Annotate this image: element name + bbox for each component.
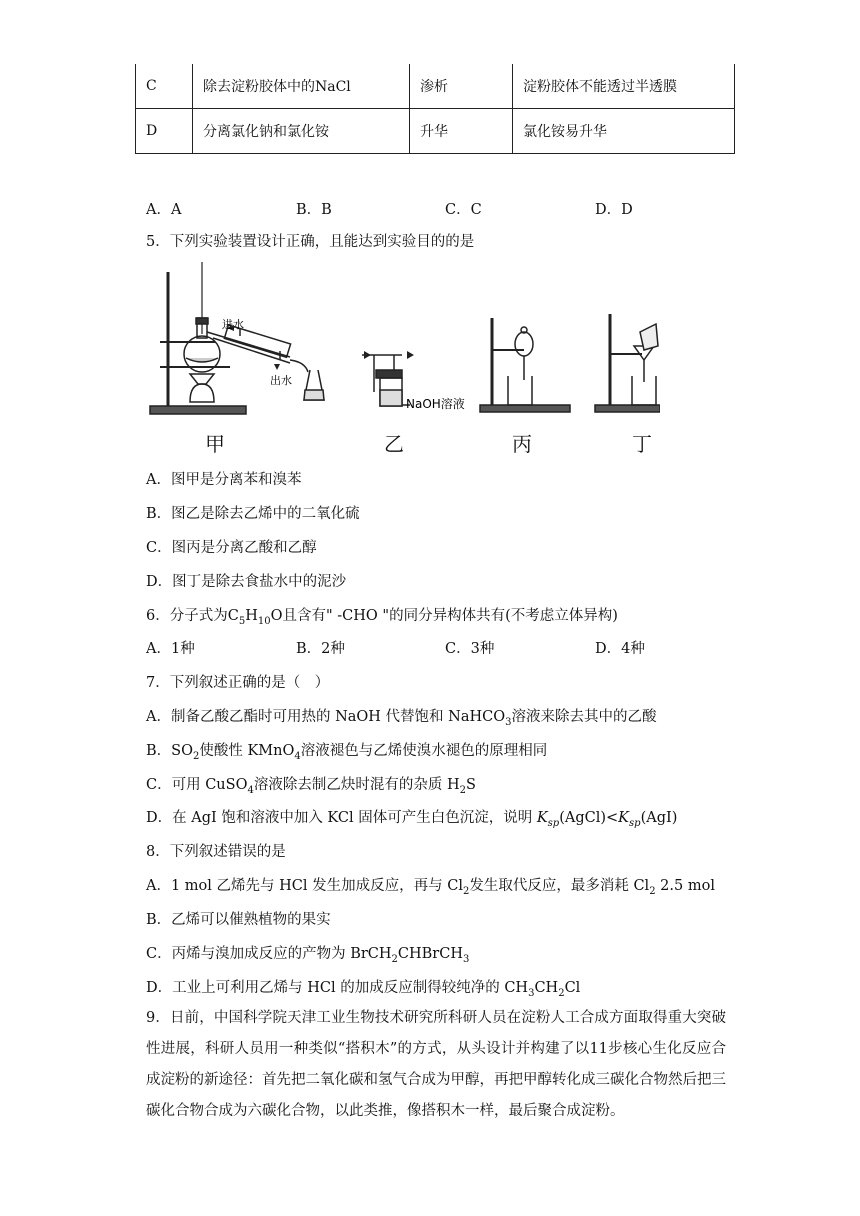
- q6-stem: 6．分子式为$C_5H_{10}O$且含有" -CHO "的同分异构体共有(不考虑立体异构): [146, 608, 618, 627]
- q7-option-a[interactable]: A．制备乙酸乙酯时可用热的 NaOH 代替饱和 NaHCO$_3$溶液来除去其中的乙酸: [146, 709, 657, 728]
- outlet-arrow-icon: [274, 364, 280, 370]
- caption-jia: 甲: [205, 432, 225, 456]
- table-cell: 渗析: [410, 64, 513, 109]
- q9-paragraph: 9．日前，中国科学院天津工业生物技术研究所科研人员在淀粉人工合成方面取得重大突破性进展，科研人员用一种类似“搭积木”的方式，从头设计并构建了以11步核心生化反应合成淀粉的新途径：首先把二氧化碳和氢气合成为甲醇，再把甲醇转化成三碳化合物然后把三碳化合物合成为六碳化合物，以此类推，像搭积木一样，最后聚合成淀粉。: [146, 1010, 726, 1119]
- table-cell: D: [136, 109, 193, 154]
- q7-option-b[interactable]: B．$SO_2$使酸性 KMnO$_4$溶液褪色与乙烯使溴水褪色的原理相同: [146, 743, 548, 762]
- table-cell: 氯化铵易升华: [513, 109, 735, 154]
- q6-choice-b[interactable]: B．2种: [296, 641, 345, 657]
- table-cell: 分离氯化钠和氯化铵: [193, 109, 410, 154]
- q7-stem: 7．下列叙述正确的是（ ）: [146, 675, 330, 691]
- q5-option-b[interactable]: B．图乙是除去乙烯中的二氧化硫: [146, 506, 360, 522]
- q5-option-a[interactable]: A．图甲是分离苯和溴苯: [146, 472, 302, 488]
- arrow-out-icon: [407, 351, 414, 359]
- q8-option-c[interactable]: C．丙烯与溴加成反应的产物为 BrCH$_2$CHBrCH$_3$: [146, 946, 470, 965]
- q5-option-d[interactable]: D．图丁是除去食盐水中的泥沙: [146, 574, 347, 590]
- table-cell: C: [136, 64, 193, 109]
- outlet-label: 出水: [270, 374, 292, 387]
- table-row: [136, 109, 735, 154]
- formula: $C_5H_{10}O$: [227, 608, 283, 627]
- q7-option-c[interactable]: C．可用 CuSO$_4$溶液除去制乙炔时混有的杂质 $H_2S$: [146, 777, 476, 796]
- q8-option-b[interactable]: B．乙烯可以催熟植物的果实: [146, 912, 331, 928]
- gas-washing-bottle: [362, 355, 410, 406]
- naoh-label: NaOH溶液: [406, 397, 465, 411]
- q6-choice-d[interactable]: D．4种: [595, 641, 645, 657]
- table-row: [136, 64, 735, 109]
- q4-choice-c[interactable]: C．C: [445, 202, 482, 218]
- q5-option-c[interactable]: C．图丙是分离乙酸和乙醇: [146, 540, 317, 556]
- table-cell: 除去淀粉胶体中的NaCl: [193, 64, 410, 109]
- q8-stem: 8．下列叙述错误的是: [146, 844, 286, 860]
- table-cell: 升华: [410, 109, 513, 154]
- q6-choice-c[interactable]: C．3种: [445, 641, 495, 657]
- q4-choice-b[interactable]: B．B: [296, 202, 332, 218]
- table-cell: 淀粉胶体不能透过半透膜: [513, 64, 735, 109]
- q8-option-a[interactable]: A．1 mol 乙烯先与 HCl 发生加成反应，再与 $Cl_2$发生取代反应，最多消耗 $Cl_2$ 2.5 mol: [146, 878, 715, 897]
- caption-ding: 丁: [632, 432, 652, 456]
- separatory-funnel-apparatus: [480, 318, 570, 412]
- caption-yi: 乙: [384, 432, 404, 456]
- q5-stem: 5．下列实验装置设计正确，且能达到实验目的的是: [146, 234, 475, 250]
- options-table: [135, 64, 735, 154]
- inlet-label: 进水: [222, 318, 244, 331]
- caption-bing: 丙: [512, 432, 532, 456]
- filtration-apparatus: [595, 314, 660, 412]
- q7-option-d[interactable]: D．在 AgI 饱和溶液中加入 KCl 固体可产生白色沉淀，说明 $K_{sp}(AgCl)<K_{sp}(AgI)$: [146, 810, 678, 829]
- q4-choice-d[interactable]: D．D: [595, 202, 633, 218]
- q8-option-d[interactable]: D．工业上可利用乙烯与 HCl 的加成反应制得较纯净的 $CH_3CH_2Cl$: [146, 980, 581, 999]
- q4-choice-a[interactable]: A．A: [146, 202, 182, 218]
- q6-choice-a[interactable]: A．1种: [146, 641, 195, 657]
- arrow-in-icon: [364, 351, 371, 359]
- distillation-apparatus: [150, 262, 324, 414]
